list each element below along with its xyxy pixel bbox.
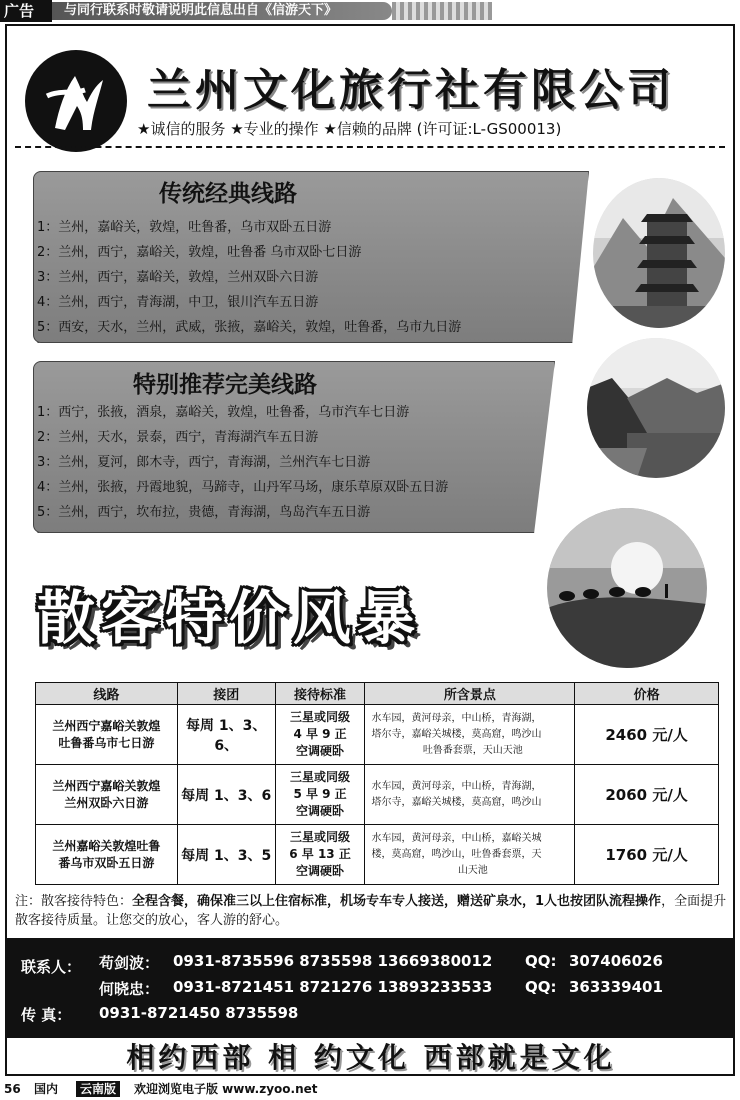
col-standard-header: 接待标准	[275, 683, 365, 705]
price-table	[35, 682, 719, 885]
spots-line: 楼，莫高窟，鸣沙山，吐鲁番套票，天	[371, 848, 542, 860]
contact-person-1: 苟剑波：	[99, 954, 160, 972]
fax-number: 0931-8721450 8735598	[99, 1004, 299, 1022]
schedule-cell: 每周 1、3、6、	[177, 705, 275, 765]
classic-route-item: 4：兰州，西宁，青海湖，中卫，银川汽车五日游	[37, 295, 319, 310]
decorative-pattern	[392, 2, 492, 20]
route-cell	[36, 705, 178, 765]
standard-cell	[275, 825, 365, 885]
table-row	[36, 765, 719, 825]
classic-route-item: 2：兰州，西宁，嘉峪关，敦煌，吐鲁番 乌市双卧七日游	[37, 245, 362, 260]
price-cell: 2060 元/人	[575, 765, 719, 825]
promo-title: 散客特价风暴	[37, 584, 422, 652]
standard-line: 三星或同级	[290, 770, 351, 784]
contact-label: 联系人：	[21, 958, 82, 976]
standard-cell	[275, 765, 365, 825]
page-number: 56	[4, 1082, 21, 1096]
special-routes-title: 特别推荐完美线路	[133, 372, 317, 398]
spots-line: 水车园，黄河母亲，中山桥，嘉峪关城	[371, 832, 542, 844]
page-footer	[0, 1078, 740, 1100]
special-route-item: 4：兰州，张掖，丹霞地貌，马蹄寺，山丹军马场，康乐草原双卧五日游	[37, 480, 449, 495]
spots-line: 水车园，黄河母亲，中山桥，青海湖，	[371, 712, 542, 724]
desert-camel-photo	[547, 508, 707, 668]
note-tail: ，全面提升散客接待质量。让您交的放心，客人游的舒心。	[15, 894, 727, 928]
standard-line: 空调硬卧	[296, 744, 345, 758]
classic-route-item: 1：兰州，嘉峪关，敦煌，吐鲁番，乌市双卧五日游	[37, 220, 332, 235]
spots-cell	[365, 705, 575, 765]
spots-cell	[365, 825, 575, 885]
qq-number-2: 363339401	[569, 978, 663, 996]
cave-pagoda-photo	[593, 178, 725, 328]
col-route-header: 线路	[36, 683, 178, 705]
motto: 相约西部 相 约文化 西部就是文化	[126, 1041, 616, 1074]
standard-cell	[275, 705, 365, 765]
ad-tag: 广告	[0, 0, 52, 22]
contact-phones-2: 0931-8721451 8721276 13893233533	[173, 978, 493, 996]
qq-label: QQ:	[525, 952, 557, 970]
price-cell: 1760 元/人	[575, 825, 719, 885]
special-route-item: 1：西宁，张掖，酒泉，嘉峪关，敦煌，吐鲁番，乌市汽车七日游	[37, 405, 410, 420]
spots-line: 塔尔寺，嘉峪关城楼，莫高窟，鸣沙山	[371, 796, 542, 808]
qq-number-1: 307406026	[569, 952, 663, 970]
service-note	[15, 892, 727, 930]
qq-label: QQ:	[525, 978, 557, 996]
spots-line: 水车园，黄河母亲，中山桥，青海湖，	[371, 780, 542, 792]
standard-line: 空调硬卧	[296, 864, 345, 878]
route-line: 兰州嘉峪关敦煌吐鲁	[52, 838, 161, 853]
spots-line: 塔尔寺，嘉峪关城楼，莫高窟，鸣沙山	[371, 728, 542, 740]
spots-line: 山天池	[457, 864, 488, 876]
company-logo	[25, 50, 127, 152]
table-row	[36, 825, 719, 885]
edition-badge: 云南版	[76, 1081, 120, 1097]
route-line: 兰州西宁嘉峪关敦煌	[52, 778, 161, 793]
contact-phones-1: 0931-8735596 8735598 13669380012	[173, 952, 493, 970]
standard-line: 空调硬卧	[296, 804, 345, 818]
spots-line: 吐鲁番套票，天山天池	[422, 744, 523, 756]
standard-line: 6 早 13 正	[289, 847, 351, 861]
source-notice: 与同行联系时敬请说明此信息出自《信游天下》	[52, 2, 392, 20]
classic-route-item: 5：西安，天水，兰州，武威，张掖，嘉峪关，敦煌，吐鲁番，乌市九日游	[37, 320, 462, 335]
route-cell	[36, 825, 178, 885]
divider	[15, 146, 725, 148]
classic-route-item: 3：兰州，西宁，嘉峪关，敦煌，兰州双卧六日游	[37, 270, 319, 285]
classic-routes-title: 传统经典线路	[159, 181, 297, 207]
website-link[interactable]: 欢迎浏览电子版 www.zyoo.net	[134, 1082, 318, 1096]
company-slogan: ★诚信的服务 ★专业的操作 ★信赖的品牌 (许可证:L-GS00013)	[137, 120, 562, 138]
route-line: 番乌市双卧五日游	[58, 855, 155, 870]
standard-line: 5 早 9 正	[293, 787, 347, 801]
route-cell	[36, 765, 178, 825]
col-schedule-header: 接团	[177, 683, 275, 705]
company-name: 兰州文化旅行社有限公司	[147, 65, 675, 116]
top-banner	[0, 0, 740, 24]
section-label: 国内	[34, 1082, 59, 1096]
price-cell: 2460 元/人	[575, 705, 719, 765]
lake-mountain-photo	[587, 338, 725, 478]
spots-cell	[365, 765, 575, 825]
table-row	[36, 705, 719, 765]
standard-line: 4 早 9 正	[293, 727, 347, 741]
special-route-item: 5：兰州，西宁，坎布拉，贵德，青海湖，鸟岛汽车五日游	[37, 505, 371, 520]
col-price-header: 价格	[575, 683, 719, 705]
contact-block	[7, 938, 735, 1038]
standard-line: 三星或同级	[290, 830, 351, 844]
schedule-cell: 每周 1、3、6	[177, 765, 275, 825]
special-route-item: 2：兰州，天水，景泰，西宁，青海湖汽车五日游	[37, 430, 319, 445]
fax-label: 传 真：	[21, 1006, 72, 1024]
schedule-cell: 每周 1、3、5	[177, 825, 275, 885]
table-header-row	[36, 683, 719, 705]
standard-line: 三星或同级	[290, 710, 351, 724]
contact-person-2: 何晓忠：	[99, 980, 160, 998]
note-lead: 注：散客接待特色：	[15, 894, 133, 909]
col-spots-header: 所含景点	[365, 683, 575, 705]
route-line: 兰州西宁嘉峪关敦煌	[52, 718, 161, 733]
route-line: 兰州双卧六日游	[64, 795, 149, 810]
special-route-item: 3：兰州，夏河，郎木寺，西宁，青海湖，兰州汽车七日游	[37, 455, 371, 470]
route-line: 吐鲁番乌市七日游	[58, 735, 155, 750]
advertisement	[5, 24, 735, 1076]
note-highlight: 全程含餐，确保准三以上住宿标准，机场专车专人接送，赠送矿泉水，1人也按团队流程操作	[132, 894, 662, 909]
